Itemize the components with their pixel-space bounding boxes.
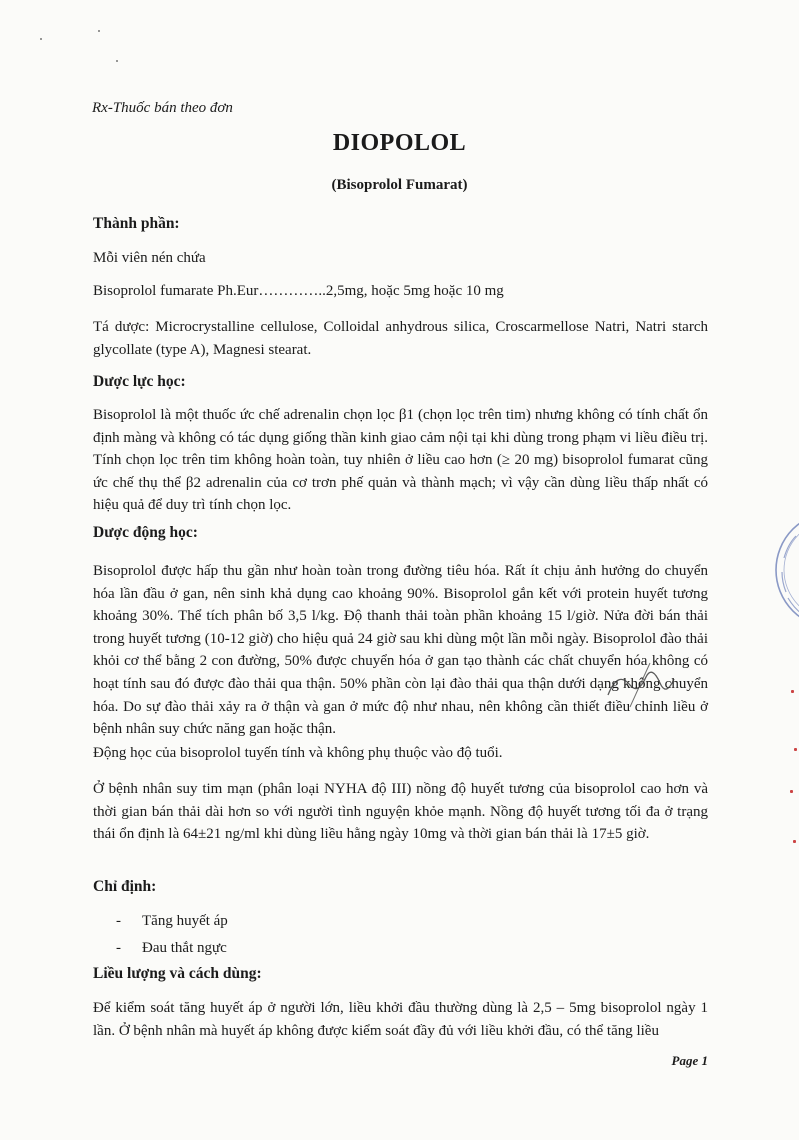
composition-heading: Thành phần: (93, 215, 180, 232)
drug-subtitle: (Bisoprolol Fumarat) (331, 177, 468, 193)
scan-speck (40, 38, 42, 40)
composition-line-2: Bisoprolol fumarate Ph.Eur…………..2,5mg, hoặc 5mg hoặc 10 mg (93, 283, 504, 299)
page-number: Page 1 (671, 1053, 708, 1068)
drug-title: DIOPOLOL (332, 130, 467, 156)
pharmacodynamics-paragraph: Bisoprolol là một thuốc ức chế adrenalin chọn lọc β1 (chọn lọc trên tim) nhưng không có tính chất ổn định màng và không có tác dụng giống thần kinh giao cảm nội tại khi dùng trong phạm vi liều điều trị. Tính chọn lọc trên tim không hoàn toàn, tuy nhiên ở liều cao hơn (≥ 20 mg) bisoprolol fumarat cũng ức chế thụ thể β2 adrenalin của cơ trơn phế quản và thành mạch; vì vậy cần dùng liều thấp nhất có hiệu quả để duy trì tính chọn lọc. (93, 407, 708, 514)
scan-mark (793, 840, 796, 843)
excipients-paragraph: Tá dược: Microcrystalline cellulose, Colloidal anhydrous silica, Croscarmellose Natri, Natri starch glycollate (type A), Magnesi stearat. (93, 319, 708, 358)
pharmacokinetics-paragraph-1: Bisoprolol được hấp thu gần như hoàn toàn trong đường tiêu hóa. Rất ít chịu ảnh hưởng do chuyển hóa lần đầu ở gan, nên sinh khả dụng cao khoảng 90%. Bisoprolol gắn kết với protein huyết tương khoảng 30%. Thể tích phân bố 3,5 l/kg. Độ thanh thải toàn phần khoảng 15 l/giờ. Nửa đời bán thải trong huyết tương (10-12 giờ) cho hiệu quả 24 giờ sau khi dùng một lần mỗi ngày. Bisoprolol đào thải khỏi cơ thể bằng 2 con đường, 50% được chuyển hóa ở gan tạo thành các chất chuyển hóa không có hoạt tính sau đó được đào thải qua thận. 50% phần còn lại đào thải qua thận dưới dạng không chuyển hóa. Do sự đào thải xảy ra ở thận và gan ở mức độ như nhau, nên không cần thiết điều chỉnh liều ở bệnh nhân suy chức năng gan hoặc thận. (93, 563, 708, 738)
indication-item: Đau thắt ngực (142, 940, 227, 956)
indications-heading: Chỉ định: (93, 878, 157, 895)
pharmacokinetics-paragraph-3: Ở bệnh nhân suy tim mạn (phân loại NYHA độ III) nồng độ huyết tương của bisoprolol cao hơn và thời gian bán thải dài hơn so với người tình nguyện khỏe mạnh. Nồng độ huyết tương tối đa ở trạng thái ổn định là 64±21 ng/ml khi dùng liều hằng ngày 10mg và thời gian bán thải là 17±5 giờ. (93, 781, 708, 843)
scan-mark (790, 790, 793, 793)
scan-speck (116, 60, 118, 62)
handwritten-signature (600, 655, 680, 715)
rx-label: Rx-Thuốc bán theo đơn (92, 100, 233, 116)
pharmacokinetics-heading: Dược động học: (93, 524, 198, 541)
company-stamp-seal (762, 500, 799, 640)
pharmacokinetics-paragraph-2: Động học của bisoprolol tuyến tính và không phụ thuộc vào độ tuổi. (93, 745, 503, 761)
pharmacodynamics-heading: Dược lực học: (93, 373, 186, 390)
scan-mark (794, 748, 797, 751)
scan-speck (98, 30, 100, 32)
list-bullet: - (116, 913, 121, 929)
dosage-paragraph: Để kiểm soát tăng huyết áp ở người lớn, liều khởi đầu thường dùng là 2,5 – 5mg bisoprolol ngày 1 lần. Ở bệnh nhân mà huyết áp không được kiểm soát đầy đủ với liều khởi đầu, có thể tăng liều (93, 1000, 708, 1039)
indication-item: Tăng huyết áp (142, 913, 228, 929)
dosage-heading: Liều lượng và cách dùng: (93, 965, 262, 982)
composition-line-1: Mỗi viên nén chứa (93, 250, 206, 266)
scan-mark (791, 690, 794, 693)
list-bullet: - (116, 940, 121, 956)
